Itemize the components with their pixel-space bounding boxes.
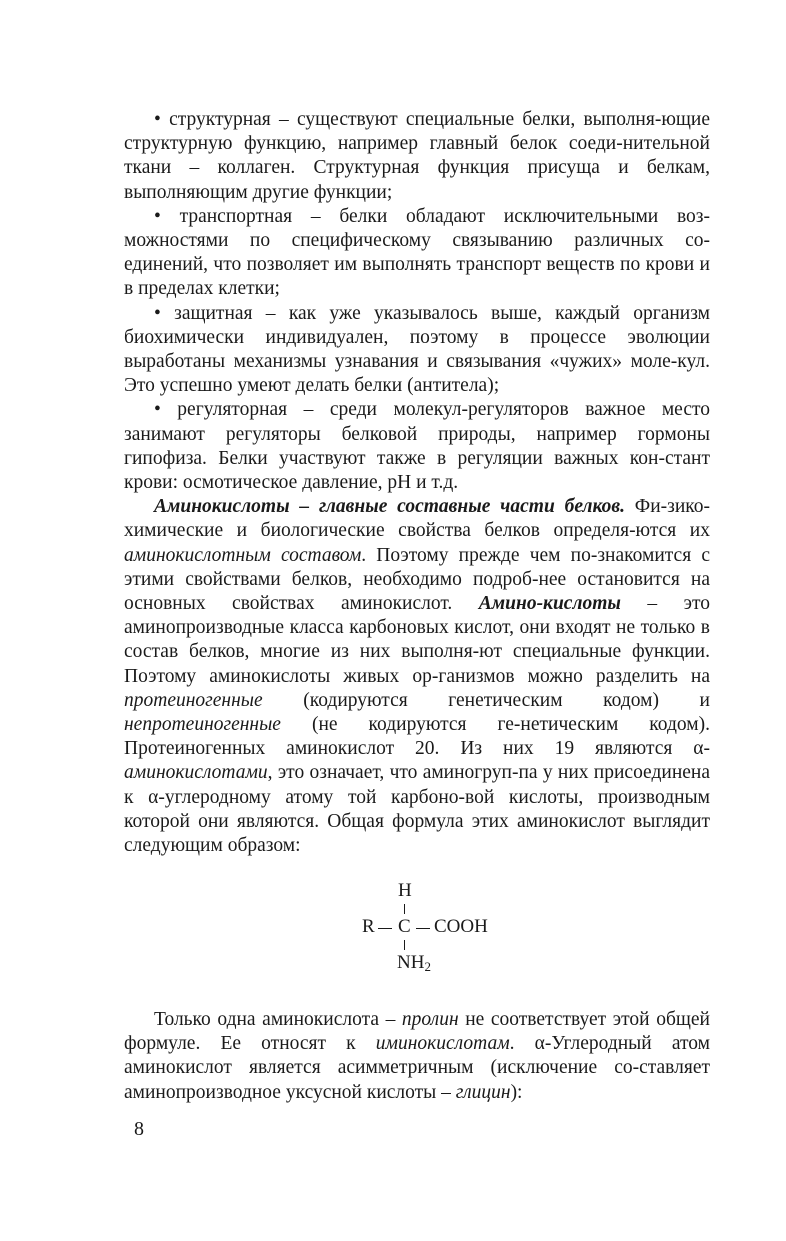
bullet-text: транспортная – белки обладают исключительными воз-можностями по специфическому связыванию различных со-единений, что позволяет им выполнять транспорт веществ по крови и в пределах клетки;	[124, 205, 710, 300]
italic-term: протеиногенные	[124, 689, 263, 711]
section-heading: Аминокислоты – главные составные части белков.	[154, 496, 625, 518]
proline-text	[124, 1008, 710, 1105]
italic-term: иминокислотам	[375, 1033, 510, 1055]
paragraph-text: ):	[510, 1081, 523, 1103]
paragraph-text: . α-Углеродный атом аминокислот является асимметричным (исключение со-ставляет аминопроизводное уксусной кислоты –	[124, 1033, 710, 1103]
bullet-marker: •	[154, 109, 161, 130]
proline-paragraph	[124, 1008, 710, 1105]
paragraph-text: (не кодируются ге-нетическим кодом). Протеиногенных аминокислот 20. Из них 19 являются α-	[124, 714, 710, 760]
bullet-transport	[124, 205, 710, 302]
paragraph-text: не соответствует этой общей формуле. Ее относят к	[124, 1009, 710, 1055]
formula-subscript: 2	[424, 959, 431, 974]
formula-h: H	[398, 880, 412, 901]
italic-term: аминокислотным составом	[124, 544, 362, 566]
bullet-marker: •	[154, 399, 161, 421]
amino-acids-paragraph	[124, 495, 710, 858]
formula-bond-left	[378, 928, 392, 929]
formula-bond-right	[416, 928, 430, 929]
formula-nh: NH	[397, 952, 425, 973]
paragraph-text: (кодируются генетическим кодом) и	[262, 689, 710, 711]
formula-c: C	[398, 916, 411, 937]
bold-term: Амино-кислоты	[478, 593, 621, 615]
bullet-marker: •	[154, 302, 161, 324]
formula-nh2	[397, 952, 431, 975]
page-number: 8	[134, 1118, 144, 1140]
amino-acid-formula	[360, 880, 520, 980]
paragraph-text: Фи-зико-химические и биологические свойства белков определя-ются их	[124, 496, 710, 542]
paragraph-text: Только одна аминокислота –	[154, 1009, 402, 1030]
formula-cooh: COOH	[434, 916, 488, 937]
main-text	[124, 108, 710, 858]
paragraph-text: . Поэтому прежде чем по-знакомится с этими свойствами белков, необходимо подроб-нее остановится на основных свойствах аминокислот.	[124, 544, 710, 615]
italic-term: глицин	[455, 1081, 511, 1103]
italic-term: непротеиногенные	[124, 714, 281, 736]
formula-bond-top	[404, 904, 405, 914]
bullet-protective	[124, 302, 710, 399]
formula-bond-bottom	[404, 940, 405, 950]
paragraph-text: – это аминопроизводные класса карбоновых кислот, они входят не только в состав белков, многие из них выполня-ют специальные функции. Поэтому аминокислоты живых ор-ганизмов можно разделить на	[124, 593, 710, 687]
italic-term: аминокислотами	[124, 762, 268, 784]
paragraph-text: , это означает, что аминогруп-па у них присоединена к α-углеродному атому той карбоно-вой кислоты, производным которой они являются. Общая формула этих аминокислот выглядит следующим образом:	[124, 762, 710, 857]
bullet-text: структурная – существуют специальные белки, выполня-ющие структурную функцию, например главный белок соеди-нительной ткани – коллаген. Структурная функция присуща и белкам, выполняющим другие функции;	[124, 109, 710, 203]
bullet-text: регуляторная – среди молекул-регуляторов важное место занимают регуляторы белковой природы, например гормоны гипофиза. Белки участвуют также в регуляции важных кон-стант крови: осмотическое давление, pH и т.д.	[124, 399, 710, 494]
bullet-marker: •	[154, 205, 161, 227]
bullet-structural	[124, 108, 710, 205]
italic-term: пролин	[401, 1009, 459, 1030]
formula-r: R	[362, 916, 375, 937]
bullet-text: защитная – как уже указывалось выше, каждый организм биохимически индивидуален, поэтому в процессе эволюции выработаны механизмы узнавания и связывания «чужих» моле-кул. Это успешно умеют делать белки (антитела);	[124, 302, 710, 397]
bullet-regulatory	[124, 398, 710, 495]
